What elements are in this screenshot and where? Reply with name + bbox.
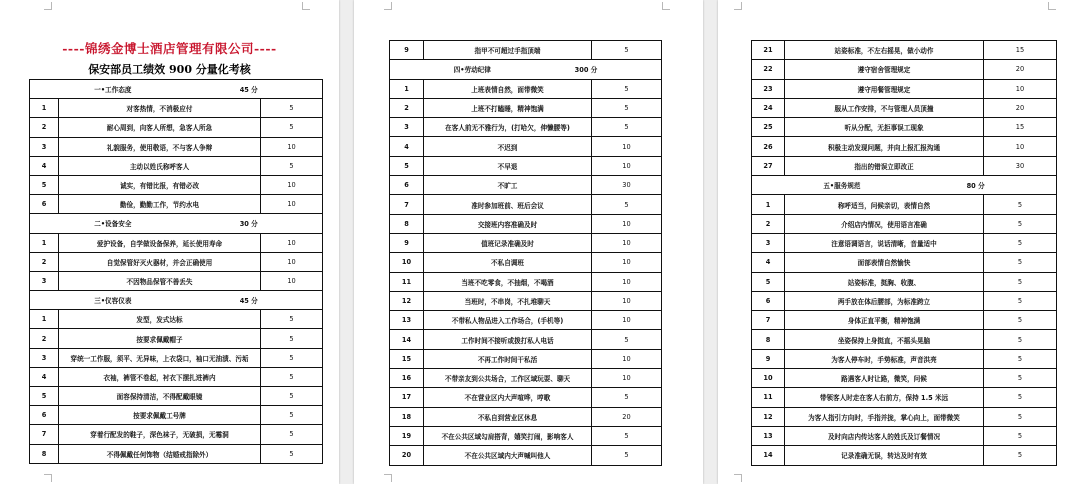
table-row <box>752 369 1057 388</box>
item-description: 勤俭，勤勤工作，节约水电 <box>59 195 261 214</box>
item-number: 2 <box>30 252 59 271</box>
item-description: 及时向店内传达客人的姓氏及订餐情况 <box>785 426 984 445</box>
item-number: 2 <box>390 98 424 117</box>
table-row <box>390 426 662 445</box>
item-description: 发型，发式达标 <box>59 310 261 329</box>
table-row <box>390 176 662 195</box>
item-number: 22 <box>752 60 785 79</box>
item-number: 18 <box>390 407 424 426</box>
item-number: 6 <box>30 406 59 425</box>
item-description: 穿统一工作服，须平、无异味，上衣袋口，袖口无油渍、污垢 <box>59 348 261 367</box>
table-row <box>390 98 662 117</box>
item-score: 5 <box>261 310 323 329</box>
item-score: 5 <box>984 291 1057 310</box>
item-description: 上班表情自然，面带微笑 <box>424 79 592 98</box>
item-description: 不带亲友到公共场合，工作区域玩耍、聊天 <box>424 369 592 388</box>
item-description: 介绍店内情况，使用语言准确 <box>785 214 984 233</box>
table-row <box>752 311 1057 330</box>
section-title: 五•服务规范 <box>823 182 861 191</box>
item-score: 10 <box>984 79 1057 98</box>
document-page-3 <box>718 0 1080 484</box>
item-number: 4 <box>30 156 59 175</box>
item-number: 3 <box>752 233 785 252</box>
table-row <box>390 388 662 407</box>
item-score: 5 <box>261 329 323 348</box>
table-row <box>390 195 662 214</box>
table-row <box>390 369 662 388</box>
section-header-cell <box>390 60 662 79</box>
table-row <box>390 41 662 60</box>
item-description: 站姿标准，不左右摇晃，做小动作 <box>785 41 984 60</box>
item-description: 指出的错误立即改正 <box>785 156 984 175</box>
item-number: 7 <box>30 425 59 444</box>
item-number: 4 <box>390 137 424 156</box>
item-number: 14 <box>390 330 424 349</box>
item-number: 14 <box>752 446 785 465</box>
item-number: 6 <box>390 176 424 195</box>
table-row <box>390 407 662 426</box>
item-score: 10 <box>592 156 662 175</box>
item-description: 注意语调语言，说话清晰，音量适中 <box>785 233 984 252</box>
item-score: 30 <box>592 176 662 195</box>
item-description: 耐心周到，向客人所想，急客人所急 <box>59 118 261 137</box>
item-score: 30 <box>984 156 1057 175</box>
item-description: 不迟到 <box>424 137 592 156</box>
item-number: 11 <box>752 388 785 407</box>
table-row <box>752 291 1057 310</box>
item-number: 7 <box>752 311 785 330</box>
item-number: 5 <box>30 175 59 194</box>
item-description: 面部表情自然愉快 <box>785 253 984 272</box>
item-score: 10 <box>592 291 662 310</box>
item-score: 5 <box>592 446 662 465</box>
section-score: 300 分 <box>574 66 598 75</box>
item-description: 当班时，不串岗，不扎堆聊天 <box>424 291 592 310</box>
table-row <box>752 253 1057 272</box>
page-corner-mark <box>384 474 392 482</box>
item-number: 4 <box>752 253 785 272</box>
item-description: 穿着行配发的鞋子，深色袜子，无破损，无霉洞 <box>59 425 261 444</box>
item-description: 自觉保管好灭火器材，并会正确使用 <box>59 252 261 271</box>
item-number: 5 <box>752 272 785 291</box>
table-row <box>752 214 1057 233</box>
page-gap <box>339 0 354 484</box>
table-row <box>30 387 323 406</box>
item-number: 8 <box>390 214 424 233</box>
item-score: 20 <box>592 407 662 426</box>
item-score: 5 <box>592 388 662 407</box>
page-gap <box>703 0 718 484</box>
item-description: 主动以姓氏称呼客人 <box>59 156 261 175</box>
table-row <box>752 98 1057 117</box>
table-row <box>30 329 323 348</box>
item-description: 称呼适当，问候亲切，表情自然 <box>785 195 984 214</box>
item-score: 15 <box>984 41 1057 60</box>
item-description: 工作时间不接听或拨打私人电话 <box>424 330 592 349</box>
table-row <box>30 137 323 156</box>
section-header-cell <box>30 291 323 310</box>
section-header-cell <box>30 214 323 233</box>
item-score: 5 <box>984 330 1057 349</box>
item-number: 5 <box>30 387 59 406</box>
item-number: 10 <box>752 369 785 388</box>
item-score: 5 <box>592 426 662 445</box>
section-score: 45 分 <box>239 297 258 306</box>
item-score: 5 <box>984 195 1057 214</box>
item-description: 为客人指引方向时，手指并拢，掌心向上，面带微笑 <box>785 407 984 426</box>
item-description: 记录准确无误，转达及时有效 <box>785 446 984 465</box>
item-description: 当班不吃零食，不抽烟，不喝酒 <box>424 272 592 291</box>
table-row <box>390 291 662 310</box>
table-row <box>752 446 1057 465</box>
page-corner-mark <box>302 2 310 10</box>
item-description: 不在公共区域勾肩搭背，嬉笑打闹，影响客人 <box>424 426 592 445</box>
item-number: 23 <box>752 79 785 98</box>
item-number: 9 <box>390 233 424 252</box>
item-score: 10 <box>261 195 323 214</box>
page-corner-mark <box>1048 2 1056 10</box>
table-row <box>390 79 662 98</box>
company-title: ----锦绣金博士酒店管理有限公司---- <box>62 41 277 56</box>
item-score: 20 <box>984 60 1057 79</box>
section-title: 二•设备安全 <box>94 220 132 229</box>
section-title: 一•工作态度 <box>94 86 132 95</box>
table-row <box>30 175 323 194</box>
item-score: 10 <box>592 349 662 368</box>
item-score: 5 <box>984 253 1057 272</box>
section-score: 45 分 <box>239 86 258 95</box>
table-row <box>390 253 662 272</box>
item-score: 5 <box>261 425 323 444</box>
section-score: 80 分 <box>966 182 985 191</box>
item-number: 1 <box>30 99 59 118</box>
item-number: 26 <box>752 137 785 156</box>
item-score: 5 <box>592 118 662 137</box>
item-description: 按要求佩戴帽子 <box>59 329 261 348</box>
table-row <box>390 446 662 465</box>
item-number: 3 <box>30 348 59 367</box>
section-header-row <box>30 80 323 99</box>
item-description: 衣袖，裤管不卷起，衬衣下摆扎进裤内 <box>59 367 261 386</box>
table-row <box>30 252 323 271</box>
item-number: 12 <box>390 291 424 310</box>
page-corner-mark <box>384 2 392 10</box>
document-title: 保安部员工绩效 900 分量化考核 <box>88 63 251 76</box>
item-description: 不旷工 <box>424 176 592 195</box>
item-description: 不因物品保管不善丢失 <box>59 271 261 290</box>
section-header-cell <box>30 80 323 99</box>
table-row <box>752 41 1057 60</box>
page-corner-mark <box>662 2 670 10</box>
page-corner-mark <box>734 2 742 10</box>
item-score: 5 <box>984 311 1057 330</box>
item-description: 指甲不可超过手指顶端 <box>424 41 592 60</box>
item-score: 10 <box>592 369 662 388</box>
section-header-row <box>752 176 1057 195</box>
item-number: 16 <box>390 369 424 388</box>
item-number: 9 <box>752 349 785 368</box>
table-row <box>752 118 1057 137</box>
item-number: 10 <box>390 253 424 272</box>
item-description: 爱护设备，自学做设备保养，延长使用寿命 <box>59 233 261 252</box>
item-description: 不私自到营业区休息 <box>424 407 592 426</box>
table-row <box>390 330 662 349</box>
item-description: 两手放在体后腰部，为标准跨立 <box>785 291 984 310</box>
table-row <box>390 214 662 233</box>
table-row <box>752 60 1057 79</box>
item-number: 2 <box>30 118 59 137</box>
item-description: 交接班内容准确及时 <box>424 214 592 233</box>
item-number: 2 <box>30 329 59 348</box>
table-row <box>752 272 1057 291</box>
table-row <box>30 99 323 118</box>
item-score: 10 <box>592 214 662 233</box>
section-header-row <box>30 214 323 233</box>
table-row <box>752 195 1057 214</box>
assessment-table <box>29 79 323 464</box>
page-corner-mark <box>44 2 52 10</box>
page-corner-mark <box>44 474 52 482</box>
item-description: 坐姿保持上身挺直，不摇头晃脑 <box>785 330 984 349</box>
item-score: 10 <box>261 233 323 252</box>
item-score: 5 <box>984 272 1057 291</box>
item-description: 面容保持清洁，不得配戴眼镜 <box>59 387 261 406</box>
item-number: 5 <box>390 156 424 175</box>
item-number: 8 <box>30 444 59 463</box>
item-number: 25 <box>752 118 785 137</box>
item-number: 3 <box>30 137 59 156</box>
document-page-1 <box>0 0 339 484</box>
item-score: 5 <box>261 118 323 137</box>
table-row <box>752 137 1057 156</box>
assessment-table <box>389 40 662 466</box>
table-row <box>30 406 323 425</box>
item-description: 听从分配，无拒事误工现象 <box>785 118 984 137</box>
item-score: 5 <box>261 348 323 367</box>
item-score: 5 <box>261 444 323 463</box>
item-score: 10 <box>592 311 662 330</box>
section-header-row <box>30 291 323 310</box>
table-row <box>752 330 1057 349</box>
item-description: 对客热情，不消极应付 <box>59 99 261 118</box>
item-number: 11 <box>390 272 424 291</box>
table-row <box>390 272 662 291</box>
item-description: 为客人停车时，手势标准，声音洪亮 <box>785 349 984 368</box>
item-score: 5 <box>261 406 323 425</box>
item-score: 20 <box>984 98 1057 117</box>
item-number: 20 <box>390 446 424 465</box>
item-number: 3 <box>30 271 59 290</box>
section-header-cell <box>752 176 1057 195</box>
item-description: 遵守用餐管理规定 <box>785 79 984 98</box>
item-description: 不再工作时间干私活 <box>424 349 592 368</box>
item-score: 5 <box>592 330 662 349</box>
table-row <box>30 195 323 214</box>
item-number: 1 <box>390 79 424 98</box>
item-score: 5 <box>984 407 1057 426</box>
item-score: 5 <box>261 367 323 386</box>
item-number: 1 <box>752 195 785 214</box>
item-score: 10 <box>592 253 662 272</box>
item-description: 服从工作安排，不与管理人员顶撞 <box>785 98 984 117</box>
item-description: 不带私人物品进入工作场合，(手机等) <box>424 311 592 330</box>
page-corner-mark <box>734 474 742 482</box>
item-score: 5 <box>592 79 662 98</box>
item-score: 10 <box>984 137 1057 156</box>
item-score: 15 <box>984 118 1057 137</box>
item-number: 21 <box>752 41 785 60</box>
item-number: 27 <box>752 156 785 175</box>
table-row <box>390 118 662 137</box>
table-row <box>30 367 323 386</box>
item-score: 5 <box>984 388 1057 407</box>
item-description: 带领客人时走在客人右前方，保持 1.5 米远 <box>785 388 984 407</box>
table-row <box>30 425 323 444</box>
table-row <box>30 156 323 175</box>
item-number: 12 <box>752 407 785 426</box>
table-row <box>30 118 323 137</box>
item-description: 诚实，有错比报，有错必改 <box>59 175 261 194</box>
item-score: 5 <box>984 233 1057 252</box>
item-number: 1 <box>30 310 59 329</box>
item-score: 10 <box>261 252 323 271</box>
item-description: 积极主动发现问题，并向上报汇报沟通 <box>785 137 984 156</box>
table-row <box>390 233 662 252</box>
assessment-table <box>751 40 1057 466</box>
item-score: 10 <box>261 137 323 156</box>
item-number: 19 <box>390 426 424 445</box>
item-number: 6 <box>30 195 59 214</box>
item-score: 5 <box>592 41 662 60</box>
item-number: 15 <box>390 349 424 368</box>
table-row <box>752 426 1057 445</box>
item-description: 遵守宿舍管理规定 <box>785 60 984 79</box>
item-score: 10 <box>592 233 662 252</box>
item-description: 值班记录准确及时 <box>424 233 592 252</box>
section-title: 三•仪容仪表 <box>94 297 132 306</box>
item-number: 17 <box>390 388 424 407</box>
table-row <box>30 310 323 329</box>
item-number: 9 <box>390 41 424 60</box>
item-description: 站姿标准，挺胸、收腹、 <box>785 272 984 291</box>
item-number: 13 <box>390 311 424 330</box>
item-description: 上班不打瞌睡，精神饱满 <box>424 98 592 117</box>
item-description: 身体正直平衡，精神饱满 <box>785 311 984 330</box>
item-number: 3 <box>390 118 424 137</box>
table-row <box>390 137 662 156</box>
item-score: 5 <box>984 214 1057 233</box>
item-score: 10 <box>261 175 323 194</box>
table-row <box>30 233 323 252</box>
item-description: 不早退 <box>424 156 592 175</box>
item-description: 礼貌服务，使用敬语，不与客人争辩 <box>59 137 261 156</box>
item-score: 5 <box>261 387 323 406</box>
item-score: 5 <box>592 195 662 214</box>
item-score: 5 <box>984 369 1057 388</box>
table-row <box>752 388 1057 407</box>
item-score: 5 <box>984 349 1057 368</box>
item-description: 不得佩戴任何饰物（结婚戒指除外） <box>59 444 261 463</box>
item-description: 在客人前无不雅行为，(打哈欠，伸懒腰等) <box>424 118 592 137</box>
item-description: 准时参加班前、班后会议 <box>424 195 592 214</box>
item-number: 1 <box>30 233 59 252</box>
item-score: 10 <box>592 137 662 156</box>
table-row <box>390 311 662 330</box>
item-number: 13 <box>752 426 785 445</box>
item-number: 4 <box>30 367 59 386</box>
item-description: 不在公共区域内大声喊叫他人 <box>424 446 592 465</box>
table-row <box>752 233 1057 252</box>
item-description: 不私自调班 <box>424 253 592 272</box>
section-header-row <box>390 60 662 79</box>
item-score: 5 <box>261 156 323 175</box>
item-score: 10 <box>261 271 323 290</box>
table-row <box>30 271 323 290</box>
item-number: 24 <box>752 98 785 117</box>
item-description: 路遇客人时让路，微笑，问候 <box>785 369 984 388</box>
item-number: 6 <box>752 291 785 310</box>
item-score: 5 <box>261 99 323 118</box>
item-score: 5 <box>984 426 1057 445</box>
item-number: 8 <box>752 330 785 349</box>
item-description: 按要求佩戴工号牌 <box>59 406 261 425</box>
document-page-2 <box>354 0 703 484</box>
table-row <box>752 79 1057 98</box>
item-score: 5 <box>592 98 662 117</box>
table-row <box>30 444 323 463</box>
table-row <box>752 156 1057 175</box>
table-row <box>752 407 1057 426</box>
item-score: 5 <box>984 446 1057 465</box>
item-number: 2 <box>752 214 785 233</box>
section-score: 30 分 <box>239 220 258 229</box>
section-title: 四•劳动纪律 <box>453 66 491 75</box>
table-row <box>390 156 662 175</box>
item-number: 7 <box>390 195 424 214</box>
table-row <box>30 348 323 367</box>
table-row <box>390 349 662 368</box>
item-description: 不在营业区内大声喧哗，哼歌 <box>424 388 592 407</box>
table-row <box>752 349 1057 368</box>
item-score: 10 <box>592 272 662 291</box>
